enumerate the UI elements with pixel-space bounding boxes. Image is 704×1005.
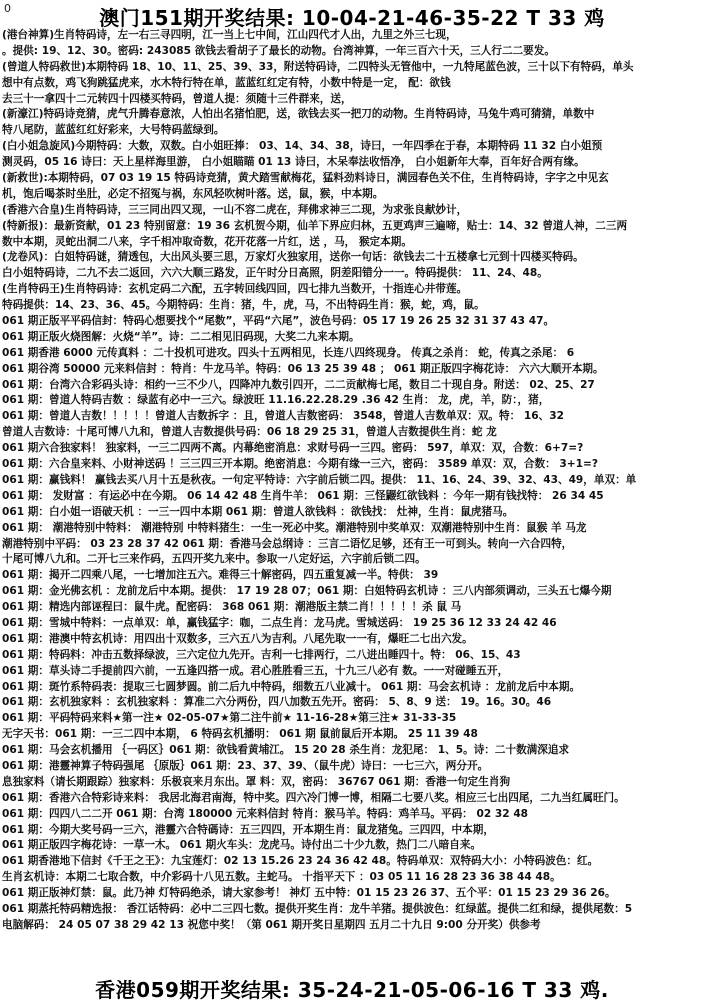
text-line: (生肖特码王)生肖特码诗：玄机定码二六配，五字转回线四回，四七排九当数开，十指连心井带莲。	[2, 283, 468, 296]
text-line: 特码提供：14、23、36、45。今期特码：生肖：猪，牛，虎，马，不出特码生肖：猴，蛇，鸡，鼠。	[2, 299, 485, 312]
text-line: 061 期：金光佛玄机 ：龙前龙后中本期。提供： 17 19 28 07；061 期：白姐特码玄机诗 ：三八内部须调动，三头五七爆今期	[2, 585, 612, 598]
text-line: 061 期：港澳中特玄机诗：用四出十双数多，三六五八为吉利。八尾先取一一有，爆旺二七出六发。	[2, 632, 473, 645]
text-line: 。提供: 19、12、30。密码: 243085 欲钱去看胡子了最长的动物。台湾神算，一年三百六十天，三人行二二要发。	[2, 44, 555, 57]
text-line: 061 期：赢钱料！ 赢钱去买八月十五是秋夜。一句定平特诗：六字前后锁二四。提供： 11、16、24、39、32、43、49，单双：单	[2, 473, 637, 486]
text-line: 061 期：六合皇来料、小财神送码 ！三三四三开本期。绝密消息：今期有缘一三六，密码： 3589 单双：双，合数： 3+1=?	[2, 458, 598, 471]
text-line: 061 期：揭开二四乘八尾，一七增加注五六。难得三十解密码，四五重复减一半。特供： 39	[2, 569, 439, 582]
text-line: 061 期六合独家料！ 独家料，一三二四两不离。内幕绝密消息：求财号码一三四。密码： 597，单双：双，合数：6+7=?	[2, 442, 584, 455]
text-line: 061 期： 发财富 ：有运必中在今期。 06 14 42 48 生肖牛羊： 061 期：三怪鼹红欲钱料 ：今年一期有钱找特： 26 34 45	[2, 489, 604, 502]
text-line: 061 期：马会玄机播用 ｛一码区｝061 期：欲钱看黄埔江。 15 20 28 杀生肖：龙犯尾： 1、5。诗：二十数满深追求	[2, 744, 570, 757]
text-line: 061 期：今期大奖号码一三六，港靈六合特碼诗：五三四四，开本期生肖：鼠龙猪兔。三四四，中本期，	[2, 823, 494, 836]
text-line: 061 期正版四字梅花诗：一草一木。 061 期火车头：龙虎马。诗付出二十少九数，热门二八暗自来。	[2, 839, 482, 852]
page-corner-mark: 0	[4, 2, 11, 15]
text-line: 061 期：平码特码来料★第一注★ 02-05-07★第二注牛前★ 11-16-28★第三注★ 31-33-35	[2, 712, 457, 725]
text-line: 061 期香港地下信封《千王之王》：九宝莲灯：02 13 15.26 23 24 36 42 48。特码单双：双特码大小：小特码波色：红。	[2, 855, 599, 868]
text-line: 想中有点数，鸡飞狗跳猛虎来，水木特行特在单，蓝蓝红红定有特，小数中特是一定， 配：欲钱	[2, 76, 451, 89]
text-line: 去三十一拿四十二元转四十四楼买特码，曾道人提：须随十三件群来，送，	[2, 92, 352, 105]
text-line: 曾道人吉数诗：十尾可博八九和，曾道人吉数提供号码：06 18 29 25 31，曾道人吉数提供生肖：蛇 龙	[2, 426, 497, 439]
text-line: 特八尾防，蓝蓝红红好彩来，大号特码蓝绿到。	[2, 124, 225, 137]
text-line: (新濠江)特码诗竞猜，虎气升腾春意浓，人怕出名猪怕肥，送，欲钱去买一把刀的动物。生肖特码诗，马兔牛鸡可猜猜，单数中	[2, 108, 595, 121]
text-line: 数中本期，灵蛇出洞二八来，字千相冲取奇数，花开花落一片红，送 ，马， 猴定本期。	[2, 235, 412, 248]
text-line: 061 期：曾道人吉数！！！！！曾道人吉数拆字 ：且，曾道人吉数密码： 3548，曾道人吉数单双：双。特： 16、32	[2, 410, 564, 423]
text-line: (曾道人特码救世)本期特码 18、10、11、25、39、33，附送特码诗，二四特头无管他中，一九特尾蓝色波，三十以下有特码，单头	[2, 60, 634, 73]
text-line: 061 期：台湾六合彩码头诗：相约一三不少八，四降冲九数引四开，二二贡献梅七尾，数目二十现自身。附送： 02、25、27	[2, 378, 595, 391]
text-line: 061 期：斑竹系特码表：提取三七圆梦圆。前二后九中特码，细数五八业减十。 061 期：马会玄机诗 ：龙前龙后中本期。	[2, 680, 581, 693]
text-line: 061 期蒸托特码精选报： 香江话特码：必中二三四七数。提供开奖生肖：龙牛羊猪。提供波色：红绿蓝。提供二红和绿，提供尾数：5	[2, 902, 633, 915]
text-line: 061 期：玄机独家料 ：玄机独家料 ：算准二六分两份，四八加数五先开。密码： 5、8、9 送： 19。16。30。46	[2, 696, 552, 709]
text-line: (香港六合皇)生肖特码诗，三三同出四又现，一山不容二虎在，拜佛求神三二现，为求张良献妙计，	[2, 203, 468, 216]
text-line: 白小姐特码诗，二九不去二返回，六六大顺三路发，正午时分日高照，阴差阳错分一一。特码提供： 11、24、48。	[2, 267, 548, 280]
text-line: 061 期：精选内部诬程曰：鼠牛虎。配密码： 368 061 期：潮港版主禁二肖！！！！！杀 鼠 马	[2, 601, 462, 614]
text-line: 061 期：港靈神算子特码强尾 ｛原版｝061 期：23、37、39、（鼠牛虎）诗曰：一七三六，两分开。	[2, 759, 489, 772]
text-line: 潮港特别中平码： 03 23 28 37 42 061 期：香港马会总纲诗 ：三言二语忆足够，还有王一可到头。转向一六合四特，	[2, 537, 573, 550]
text-line: 061 期谷湾 50000 元来料信封 ：特肖：牛龙马羊。特码：06 13 25 39 48 ； 061 期正版四字梅花诗： 六六大顺开本期。	[2, 362, 604, 375]
text-line: 机，饱后喝茶时坐肚，必定不招冤与祸，东风轻吹树叶落。送，鼠，猴，中本期。	[2, 187, 384, 200]
text-line: 061 期香港 6000 元传真料 ：二十投机可进攻。四头十五两相见，长连八四终现身。 传真之杀肖： 蛇，传真之杀尾： 6	[2, 346, 575, 359]
text-line: (特新报)：最新资献，01 23 特别留意：19 36 玄机贺今期，仙羊下界应归林，五更鸡声三遍啼，贴士：14、32 曾道人神，二三两	[2, 219, 628, 232]
text-line: 061 期正版神灯禁：鼠。此乃神 灯特码绝杀，请大家参考！ 神灯 五中特：01 15 23 26 37、五个平：01 15 23 29 36 26。	[2, 887, 616, 900]
text-line: (白小姐急旋风)今期特码：大数，双数。白小姐旺捧： 03、14、34、38，诗曰，一年四季在于春，本期特码 11 32 白小姐预	[2, 140, 603, 153]
document-body	[2, 28, 702, 975]
text-line: 测灵码，05 16 诗曰：天上星样海里游， 白小姐瞄瞄 01 13 诗曰，木呆奉法收悟净， 白小姐新年大奉，百年好合两有缘。	[2, 156, 585, 169]
text-line: 061 期正版平平码信封：特码心想要找个“尾数”，平码“六尾”，波色号码：05 17 19 26 25 32 31 37 43 47。	[2, 315, 555, 328]
text-line: 061 期：草头诗二手提前四六前，一五逢四搭一成。君心胜胜看三五，十九三八必有 数。一一对碰睡五开，	[2, 664, 509, 677]
page-title: 澳门151期开奖结果: 10-04-21-46-35-22 T 33 鸡	[99, 6, 605, 30]
text-line: 无字天书：061 期：一三二四中本期， 6 特码玄机播明： 061 期 鼠前鼠后开本期。 25 11 39 48	[2, 728, 478, 741]
text-line: 061 期：特码料：冲击五数择绿波，三六定位九先开。吉利一七排两行，二八进出睡四十。特： 06、15、43	[2, 648, 521, 661]
text-line: 061 期：雪城中特料：一点单双：单，赢钱猛字：咖，二点生肖：龙马虎。雪城送码： 19 25 36 12 33 24 42 46	[2, 616, 557, 629]
text-line: 061 期：白小姐一语破天机 ：一三一四中本期 061 期：曾道人欲钱料 ：欲钱找： 灶神，生肖：鼠虎猪马。	[2, 505, 514, 518]
text-line: 061 期： 潮港特别中特料： 潮港特别 中特料猪生：一生一死必中奖。潮港特别中奖单双：双潮港特别中生肖：鼠猴 羊 马龙	[2, 521, 587, 534]
text-line: 061 期：香港六合特彩诗来料： 我居北海君南海，特中奖。四六冷门博一博，相隔二七要八奖。相应三七出四尾，二九当红属旺门。	[2, 791, 625, 804]
text-line: 061 期：曾道人特码吉数 ：绿蓝有必中一三六。绿波旺 11.16.22.28.29 .36 42 生肖： 龙，虎，羊，防：，猪，	[2, 394, 550, 407]
text-line: 061 期正版火烧图解：火烧“羊”。诗：二二相见旧码现，大奖二九来本期。	[2, 330, 360, 343]
text-line: 息独家料（请长期跟踪）独家料：乐极哀来月东出。罩 料：双，密码： 36767 061 期：香港一句定生肖狗	[2, 775, 511, 788]
text-line: (龙卷风)：白姐特码谜，猜透包，大出风头要三思，万家灯火独家用，送你一句话：欲钱去二十五楼拿七元到十四楼买特码。	[2, 251, 584, 264]
text-line: 电脑解码： 24 05 07 38 29 42 13 祝您中奖！（第 061 期开奖日星期四 五月二十九日 9:00 分开奖）供参考	[2, 918, 541, 931]
text-line: 生肖玄机诗：本期二七取合数，中介彩码十八见五数。主蛇马。 十指平天下 ：03 05 11 16 28 23 36 38 44 48。	[2, 871, 561, 884]
text-line: 061 期：四四八二二开 061 期：台湾 180000 元来料信封 特肖：猴马羊。特码：鸡羊马。平码： 02 32 48	[2, 807, 529, 820]
text-line: (新救世):本期特码，07 03 19 15 特码诗竞猜，黄犬踏雪献梅花，猛料劲料诗日，满园春色关不住，生肖特码诗，字字之中见玄	[2, 172, 609, 185]
text-line: 十尾可博八九和。二开七三来作码，五四开奖九来中。参取一八定好运，六字前后锁二四。	[2, 553, 426, 566]
footer-result-title: 香港059期开奖结果: 35-24-21-05-06-16 T 33 鸡.	[95, 978, 609, 1002]
text-line: (港台神算)生肖特码诗，左一右三寻四明，江一当上七中间，江山四代才人出，九里之外三七现，	[2, 29, 457, 41]
